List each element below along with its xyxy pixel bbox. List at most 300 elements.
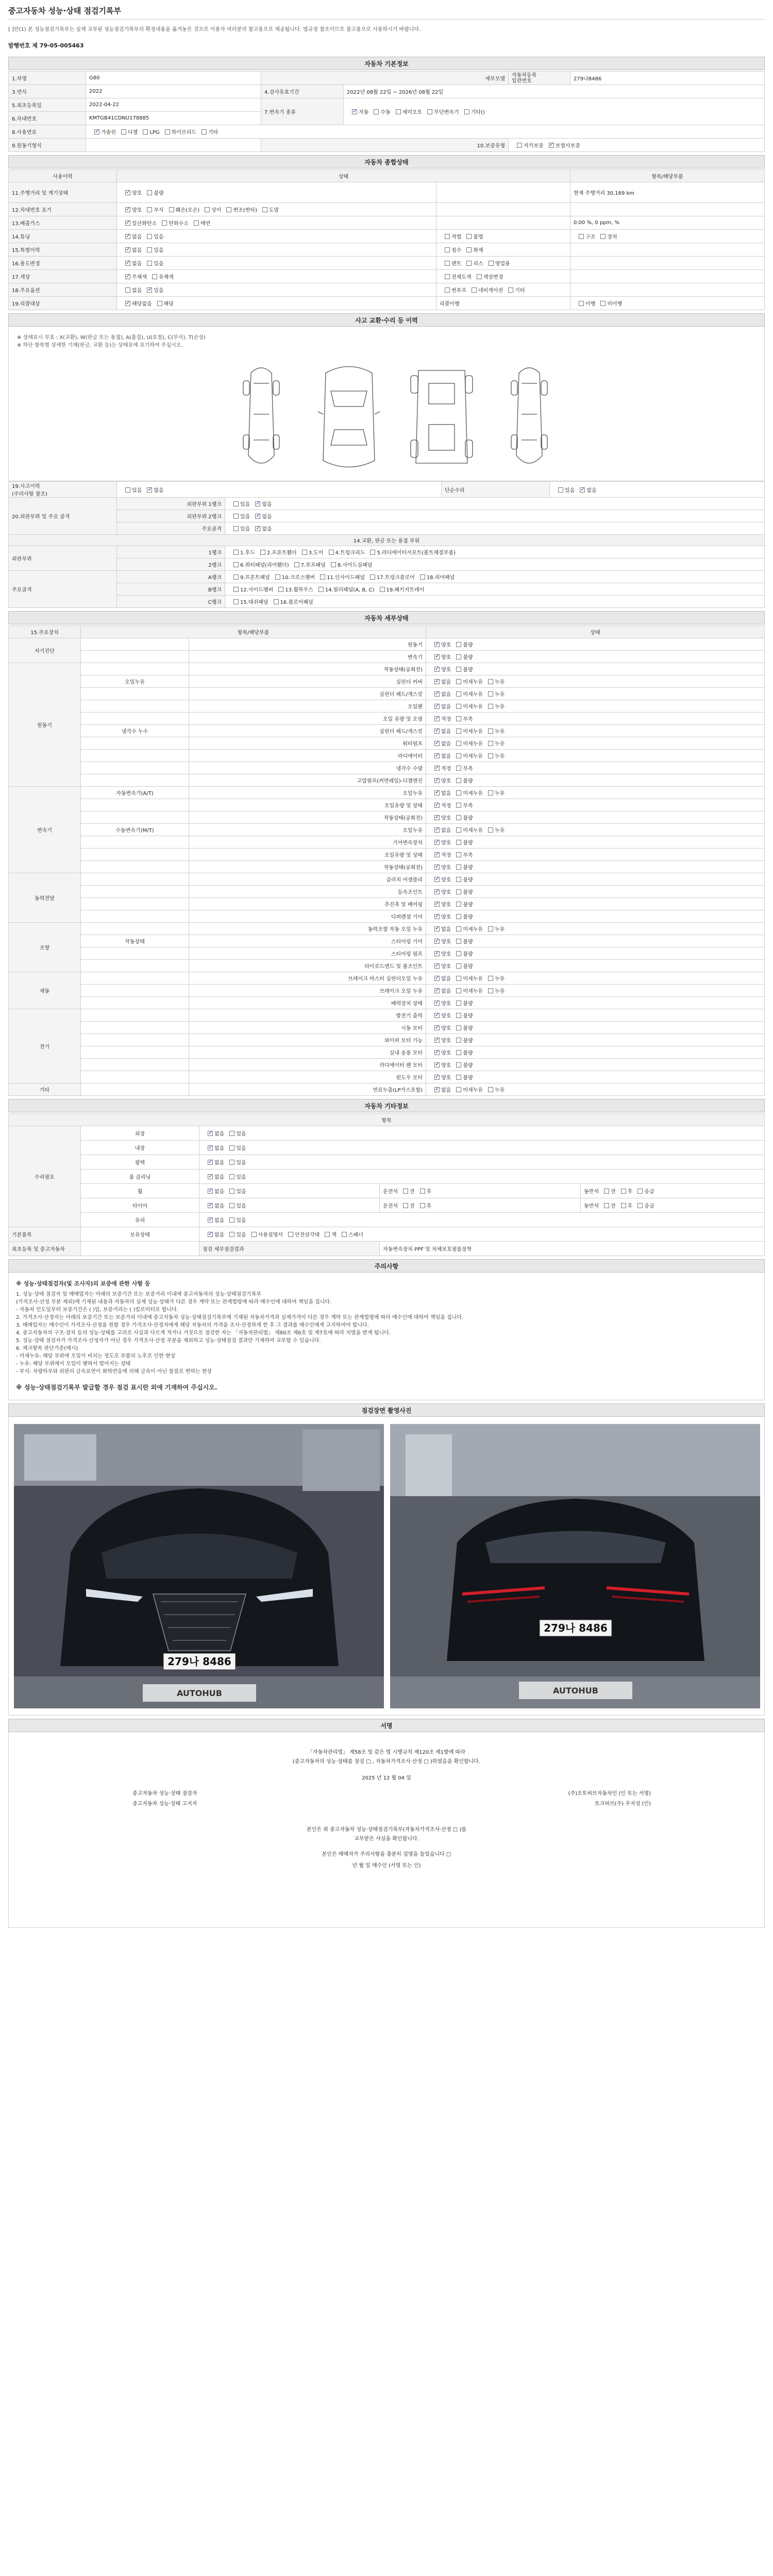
checkbox-option[interactable] — [228, 527, 250, 532]
checkbox-option[interactable] — [451, 1050, 473, 1056]
checkbox-option[interactable] — [429, 877, 451, 883]
checkbox-checked[interactable] — [434, 679, 440, 684]
checkbox[interactable] — [456, 951, 461, 956]
checkbox[interactable] — [274, 599, 279, 604]
checkbox-option[interactable] — [429, 803, 451, 809]
checkbox[interactable] — [121, 129, 126, 134]
checkbox-option[interactable] — [246, 1232, 283, 1238]
checkbox[interactable] — [318, 587, 324, 592]
checkbox[interactable] — [456, 753, 461, 758]
checkbox[interactable] — [162, 221, 167, 226]
checkbox-option[interactable] — [203, 1218, 224, 1224]
checkbox[interactable] — [278, 587, 283, 592]
checkbox[interactable] — [233, 599, 239, 604]
checkbox-checked[interactable] — [125, 274, 130, 279]
checkbox-option[interactable] — [203, 1232, 224, 1238]
checkbox[interactable] — [456, 778, 461, 783]
checkbox-checked[interactable] — [208, 1203, 213, 1208]
checkbox-checked[interactable] — [255, 501, 260, 506]
checkbox-option[interactable] — [440, 261, 461, 267]
checkbox-option[interactable] — [459, 110, 485, 115]
checkbox-checked[interactable] — [208, 1131, 213, 1136]
checkbox-checked[interactable] — [434, 963, 440, 969]
checkbox-option[interactable] — [398, 1189, 415, 1195]
checkbox[interactable] — [229, 1174, 234, 1179]
checkbox-checked[interactable] — [125, 247, 130, 252]
checkbox[interactable] — [456, 988, 461, 993]
checkbox-checked[interactable] — [434, 1013, 440, 1018]
checkbox-option[interactable] — [142, 248, 163, 253]
checkbox-option[interactable] — [224, 1218, 246, 1224]
checkbox-option[interactable] — [283, 1232, 320, 1238]
checkbox-option[interactable] — [451, 729, 483, 735]
checkbox-option[interactable] — [632, 1189, 654, 1195]
checkbox[interactable] — [456, 815, 461, 820]
checkbox-checked[interactable] — [208, 1160, 213, 1165]
checkbox-checked[interactable] — [125, 190, 130, 195]
checkbox[interactable] — [147, 234, 152, 239]
checkbox[interactable] — [342, 1232, 347, 1237]
checkbox-option[interactable] — [429, 840, 451, 846]
checkbox[interactable] — [488, 827, 493, 833]
checkbox-checked[interactable] — [434, 642, 440, 647]
checkbox-option[interactable] — [429, 1013, 451, 1019]
checkbox[interactable] — [147, 190, 152, 195]
checkbox-option[interactable] — [575, 488, 596, 494]
checkbox-checked[interactable] — [549, 143, 554, 148]
checkbox-option[interactable] — [152, 301, 174, 307]
checkbox-checked[interactable] — [434, 926, 440, 931]
checkbox-option[interactable] — [595, 301, 622, 307]
checkbox[interactable] — [579, 301, 584, 306]
checkbox[interactable] — [456, 1087, 461, 1092]
checkbox[interactable] — [445, 247, 450, 252]
checkbox[interactable] — [229, 1160, 234, 1165]
checkbox-option[interactable] — [451, 989, 483, 994]
checkbox-checked[interactable] — [434, 728, 440, 734]
checkbox-option[interactable] — [120, 191, 142, 196]
checkbox-option[interactable] — [142, 208, 163, 213]
checkbox[interactable] — [488, 976, 493, 981]
checkbox-option[interactable] — [429, 1038, 451, 1044]
checkbox-option[interactable] — [483, 741, 505, 747]
checkbox-checked[interactable] — [208, 1232, 213, 1237]
checkbox[interactable] — [456, 889, 461, 894]
checkbox[interactable] — [558, 487, 563, 493]
checkbox[interactable] — [403, 1203, 408, 1208]
checkbox-option[interactable] — [451, 939, 473, 945]
checkbox-option[interactable] — [429, 692, 451, 698]
checkbox[interactable] — [464, 109, 469, 114]
checkbox[interactable] — [488, 728, 493, 734]
checkbox-option[interactable] — [250, 502, 272, 507]
checkbox-option[interactable] — [120, 288, 142, 294]
checkbox-option[interactable] — [120, 221, 157, 227]
checkbox[interactable] — [456, 827, 461, 833]
checkbox-option[interactable] — [429, 976, 451, 982]
checkbox-checked[interactable] — [125, 261, 130, 266]
checkbox[interactable] — [604, 1189, 609, 1194]
checkbox-option[interactable] — [483, 828, 505, 834]
checkbox-option[interactable] — [451, 766, 473, 772]
checkbox-option[interactable] — [289, 563, 326, 568]
checkbox-option[interactable] — [451, 791, 483, 796]
checkbox[interactable] — [488, 679, 493, 684]
checkbox-checked[interactable] — [434, 667, 440, 672]
checkbox-option[interactable] — [429, 914, 451, 920]
checkbox-checked[interactable] — [434, 1075, 440, 1080]
checkbox[interactable] — [488, 790, 493, 795]
checkbox-option[interactable] — [337, 1232, 363, 1238]
checkbox-option[interactable] — [224, 1160, 246, 1166]
checkbox-option[interactable] — [429, 1001, 451, 1007]
checkbox-option[interactable] — [451, 976, 483, 982]
checkbox-option[interactable] — [224, 1189, 246, 1195]
checkbox-checked[interactable] — [434, 766, 440, 771]
checkbox[interactable] — [201, 129, 207, 134]
checkbox-checked[interactable] — [434, 704, 440, 709]
checkbox-option[interactable] — [451, 840, 473, 846]
checkbox[interactable] — [456, 963, 461, 969]
checkbox-option[interactable] — [429, 865, 451, 871]
checkbox[interactable] — [157, 301, 162, 306]
checkbox-option[interactable] — [142, 191, 163, 196]
checkbox-option[interactable] — [157, 221, 189, 227]
checkbox-option[interactable] — [595, 234, 617, 240]
checkbox[interactable] — [294, 562, 299, 567]
checkbox-option[interactable] — [273, 587, 313, 593]
checkbox[interactable] — [374, 109, 379, 114]
checkbox-checked[interactable] — [434, 778, 440, 783]
checkbox-option[interactable] — [429, 927, 451, 933]
checkbox-checked[interactable] — [434, 1038, 440, 1043]
checkbox[interactable] — [456, 716, 461, 721]
checkbox-checked[interactable] — [125, 301, 130, 306]
checkbox-option[interactable] — [483, 791, 505, 796]
checkbox[interactable] — [125, 487, 130, 493]
checkbox[interactable] — [579, 234, 584, 239]
checkbox-option[interactable] — [429, 642, 451, 648]
checkbox-checked[interactable] — [147, 287, 152, 293]
checkbox-checked[interactable] — [434, 976, 440, 981]
checkbox[interactable] — [403, 1189, 408, 1194]
checkbox-option[interactable] — [221, 208, 257, 213]
checkbox-option[interactable] — [429, 778, 451, 784]
checkbox-option[interactable] — [451, 853, 473, 858]
checkbox[interactable] — [488, 1087, 493, 1092]
checkbox[interactable] — [456, 926, 461, 931]
checkbox-checked[interactable] — [434, 840, 440, 845]
checkbox-checked[interactable] — [434, 889, 440, 894]
checkbox-option[interactable] — [268, 600, 313, 605]
checkbox[interactable] — [466, 234, 472, 239]
checkbox-checked[interactable] — [94, 129, 99, 134]
checkbox-option[interactable] — [429, 816, 451, 821]
checkbox-option[interactable] — [199, 208, 221, 213]
checkbox[interactable] — [320, 574, 325, 580]
checkbox[interactable] — [147, 207, 152, 212]
checkbox[interactable] — [233, 550, 239, 555]
checkbox[interactable] — [331, 562, 336, 567]
checkbox-option[interactable] — [429, 766, 451, 772]
checkbox-option[interactable] — [203, 1204, 224, 1209]
checkbox-option[interactable] — [451, 642, 473, 648]
checkbox-option[interactable] — [326, 563, 373, 568]
checkbox-option[interactable] — [451, 778, 473, 784]
checkbox-option[interactable] — [429, 717, 451, 722]
checkbox-option[interactable] — [451, 902, 473, 908]
checkbox-checked[interactable] — [434, 741, 440, 746]
checkbox-option[interactable] — [451, 1088, 483, 1093]
checkbox-option[interactable] — [429, 1050, 451, 1056]
checkbox-checked[interactable] — [125, 207, 130, 212]
checkbox[interactable] — [517, 143, 522, 148]
checkbox-checked[interactable] — [434, 803, 440, 808]
checkbox-option[interactable] — [228, 550, 255, 556]
checkbox-option[interactable] — [512, 143, 544, 149]
checkbox-checked[interactable] — [434, 753, 440, 758]
checkbox-option[interactable] — [483, 692, 505, 698]
checkbox-checked[interactable] — [434, 691, 440, 697]
checkbox[interactable] — [456, 852, 461, 857]
checkbox-checked[interactable] — [434, 716, 440, 721]
checkbox-option[interactable] — [429, 791, 451, 796]
checkbox-option[interactable] — [429, 655, 451, 660]
checkbox-checked[interactable] — [434, 951, 440, 956]
checkbox-option[interactable] — [451, 704, 483, 710]
checkbox[interactable] — [380, 587, 385, 592]
checkbox-checked[interactable] — [434, 902, 440, 907]
checkbox[interactable] — [456, 642, 461, 647]
checkbox[interactable] — [456, 803, 461, 808]
checkbox[interactable] — [456, 766, 461, 771]
checkbox-option[interactable] — [429, 952, 451, 957]
checkbox-option[interactable] — [255, 550, 297, 556]
checkbox-option[interactable] — [429, 729, 451, 735]
checkbox[interactable] — [456, 1062, 461, 1067]
checkbox-checked[interactable] — [434, 654, 440, 659]
checkbox-option[interactable] — [228, 600, 268, 605]
checkbox-option[interactable] — [451, 1026, 473, 1031]
checkbox[interactable] — [233, 526, 239, 531]
checkbox-option[interactable] — [415, 575, 455, 581]
checkbox-option[interactable] — [313, 587, 375, 593]
checkbox-checked[interactable] — [434, 815, 440, 820]
checkbox-option[interactable] — [466, 288, 503, 294]
checkbox[interactable] — [233, 587, 239, 592]
checkbox-option[interactable] — [544, 143, 580, 149]
checkbox[interactable] — [488, 741, 493, 746]
checkbox-option[interactable] — [451, 927, 483, 933]
checkbox-option[interactable] — [451, 1063, 473, 1069]
checkbox-option[interactable] — [429, 754, 451, 759]
checkbox[interactable] — [194, 221, 199, 226]
checkbox-option[interactable] — [429, 853, 451, 858]
checkbox[interactable] — [456, 741, 461, 746]
checkbox-option[interactable] — [324, 550, 365, 556]
checkbox-checked[interactable] — [208, 1174, 213, 1179]
checkbox-option[interactable] — [429, 828, 451, 834]
checkbox-checked[interactable] — [255, 514, 260, 519]
checkbox-option[interactable] — [347, 110, 368, 115]
checkbox[interactable] — [229, 1145, 234, 1150]
checkbox[interactable] — [488, 926, 493, 931]
checkbox[interactable] — [229, 1203, 234, 1208]
checkbox-option[interactable] — [391, 110, 423, 115]
checkbox-checked[interactable] — [352, 109, 357, 114]
checkbox-option[interactable] — [415, 1204, 432, 1209]
checkbox-option[interactable] — [451, 952, 473, 957]
checkbox-option[interactable] — [451, 865, 473, 871]
checkbox[interactable] — [456, 790, 461, 795]
checkbox-option[interactable] — [429, 1088, 451, 1093]
checkbox-option[interactable] — [483, 704, 505, 710]
checkbox-option[interactable] — [257, 208, 279, 213]
checkbox-option[interactable] — [574, 234, 595, 240]
checkbox-option[interactable] — [120, 488, 142, 494]
checkbox-option[interactable] — [616, 1189, 633, 1195]
checkbox-option[interactable] — [203, 1146, 224, 1151]
checkbox[interactable] — [456, 691, 461, 697]
checkbox[interactable] — [456, 1013, 461, 1018]
checkbox-checked[interactable] — [434, 1050, 440, 1055]
checkbox-option[interactable] — [147, 275, 174, 280]
checkbox-option[interactable] — [451, 655, 473, 660]
checkbox[interactable] — [600, 301, 606, 306]
checkbox-option[interactable] — [429, 704, 451, 710]
checkbox[interactable] — [456, 679, 461, 684]
checkbox[interactable] — [420, 574, 425, 580]
checkbox-option[interactable] — [451, 964, 473, 970]
checkbox[interactable] — [229, 1189, 234, 1194]
checkbox-checked[interactable] — [208, 1145, 213, 1150]
checkbox-option[interactable] — [429, 1063, 451, 1069]
checkbox[interactable] — [488, 988, 493, 993]
checkbox-checked[interactable] — [434, 827, 440, 833]
checkbox[interactable] — [229, 1232, 234, 1237]
checkbox[interactable] — [456, 1050, 461, 1055]
checkbox-option[interactable] — [315, 575, 365, 581]
checkbox-option[interactable] — [120, 301, 152, 307]
checkbox-option[interactable] — [297, 550, 324, 556]
checkbox-option[interactable] — [228, 502, 250, 507]
checkbox-checked[interactable] — [434, 1001, 440, 1006]
checkbox-option[interactable] — [320, 1232, 337, 1238]
checkbox[interactable] — [621, 1203, 626, 1208]
checkbox[interactable] — [445, 261, 450, 266]
checkbox[interactable] — [329, 550, 334, 555]
checkbox-option[interactable] — [250, 514, 272, 520]
checkbox-option[interactable] — [553, 488, 575, 494]
checkbox-checked[interactable] — [434, 1062, 440, 1067]
checkbox-option[interactable] — [142, 288, 163, 294]
checkbox-option[interactable] — [120, 208, 142, 213]
checkbox-option[interactable] — [451, 741, 483, 747]
checkbox-option[interactable] — [120, 261, 142, 267]
checkbox[interactable] — [508, 287, 513, 293]
checkbox-option[interactable] — [228, 587, 273, 593]
checkbox[interactable] — [262, 207, 267, 212]
checkbox-checked[interactable] — [434, 988, 440, 993]
checkbox[interactable] — [456, 1001, 461, 1006]
checkbox-checked[interactable] — [147, 487, 152, 493]
checkbox-option[interactable] — [250, 527, 272, 532]
checkbox-option[interactable] — [451, 680, 483, 685]
checkbox-option[interactable] — [440, 248, 461, 253]
checkbox[interactable] — [488, 753, 493, 758]
checkbox-option[interactable] — [203, 1175, 224, 1180]
checkbox-option[interactable] — [503, 288, 525, 294]
checkbox-option[interactable] — [483, 1088, 505, 1093]
checkbox-option[interactable] — [228, 514, 250, 520]
checkbox-option[interactable] — [120, 248, 142, 253]
checkbox-option[interactable] — [422, 110, 459, 115]
checkbox[interactable] — [233, 514, 239, 519]
checkbox[interactable] — [466, 247, 472, 252]
checkbox-checked[interactable] — [208, 1189, 213, 1194]
checkbox-option[interactable] — [120, 275, 147, 280]
checkbox[interactable] — [229, 1131, 234, 1136]
checkbox[interactable] — [477, 274, 482, 279]
checkbox[interactable] — [147, 261, 152, 266]
checkbox-option[interactable] — [89, 130, 116, 135]
checkbox[interactable] — [488, 691, 493, 697]
checkbox[interactable] — [456, 728, 461, 734]
checkbox-checked[interactable] — [208, 1217, 213, 1223]
checkbox[interactable] — [456, 1038, 461, 1043]
checkbox-option[interactable] — [375, 587, 425, 593]
checkbox-option[interactable] — [429, 1075, 451, 1081]
checkbox[interactable] — [205, 207, 210, 212]
checkbox[interactable] — [456, 704, 461, 709]
checkbox[interactable] — [466, 261, 472, 266]
checkbox-option[interactable] — [440, 234, 461, 240]
checkbox-option[interactable] — [483, 927, 505, 933]
checkbox[interactable] — [456, 865, 461, 870]
checkbox-checked[interactable] — [434, 877, 440, 882]
checkbox-option[interactable] — [599, 1204, 616, 1209]
checkbox[interactable] — [456, 1075, 461, 1080]
checkbox[interactable] — [621, 1189, 626, 1194]
checkbox-option[interactable] — [472, 275, 503, 280]
checkbox[interactable] — [456, 667, 461, 672]
checkbox-option[interactable] — [429, 989, 451, 994]
checkbox-option[interactable] — [224, 1232, 246, 1238]
checkbox-checked[interactable] — [125, 234, 130, 239]
checkbox[interactable] — [456, 976, 461, 981]
checkbox-option[interactable] — [142, 234, 163, 240]
checkbox[interactable] — [396, 109, 401, 114]
checkbox[interactable] — [456, 902, 461, 907]
checkbox[interactable] — [420, 1189, 425, 1194]
checkbox-option[interactable] — [451, 717, 473, 722]
checkbox-option[interactable] — [224, 1175, 246, 1180]
checkbox-option[interactable] — [461, 234, 483, 240]
checkbox-option[interactable] — [429, 964, 451, 970]
checkbox-checked[interactable] — [125, 221, 130, 226]
checkbox[interactable] — [489, 261, 494, 266]
checkbox-option[interactable] — [451, 803, 473, 809]
checkbox-option[interactable] — [398, 1204, 415, 1209]
checkbox-option[interactable] — [451, 754, 483, 759]
checkbox[interactable] — [456, 654, 461, 659]
checkbox-option[interactable] — [270, 575, 315, 581]
checkbox-option[interactable] — [164, 208, 199, 213]
checkbox-option[interactable] — [365, 550, 456, 556]
checkbox-checked[interactable] — [434, 790, 440, 795]
checkbox[interactable] — [456, 914, 461, 919]
checkbox-option[interactable] — [451, 877, 473, 883]
